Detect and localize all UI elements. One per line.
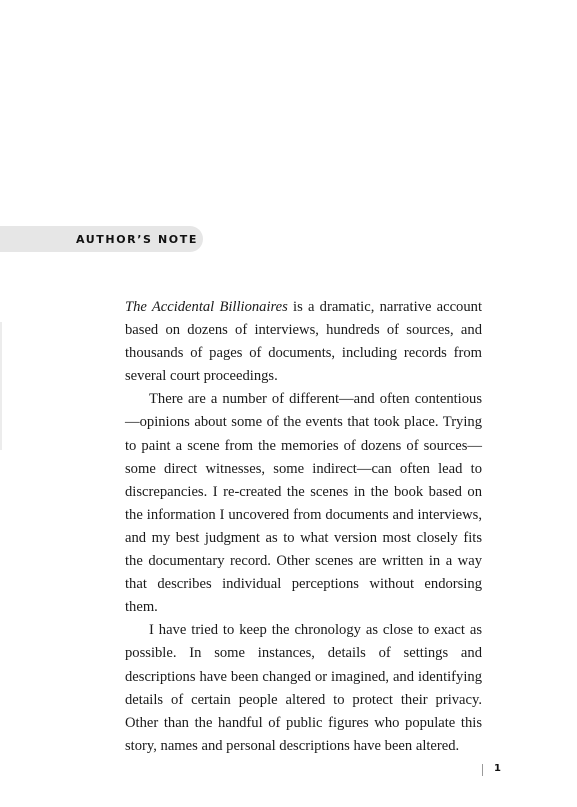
paragraph-3: I have tried to keep the chronology as close to exact as possible. In some instances, details of settings and descriptions have been changed or imagined, and identifying details of certain people altered to protect their privacy. Other than the handful of public figures who populate this story, names and personal descriptions have been altered. [125,622,482,754]
section-title: AUTHOR’S NOTE [76,233,198,246]
page-number: 1 [494,763,501,774]
paragraph-2: There are a number of different—and often contentious—opinions about some of the events that took place. Trying to paint a scene from the memories of dozens of sources—some direct witnesses, some indirect—can often lead to discrepancies. I re-created the scenes in the book based on the information I uncovered from documents and interviews, and my best judgment as to what version most closely fits the documentary record. Other scenes are written in a way that describes individual perceptions without endorsing them. [125,391,482,616]
book-title: The Accidental Billionaires [125,299,288,315]
paragraph-1-text: is a dramatic, narrative account based on dozens of interviews, hundreds of sources, and thousands of pages of documents, including records from several court proceedings. [125,299,483,385]
author-note-body [125,296,482,758]
page-edge-mark [0,322,2,450]
folio-divider [482,764,483,776]
paragraph-1 [125,296,482,388]
